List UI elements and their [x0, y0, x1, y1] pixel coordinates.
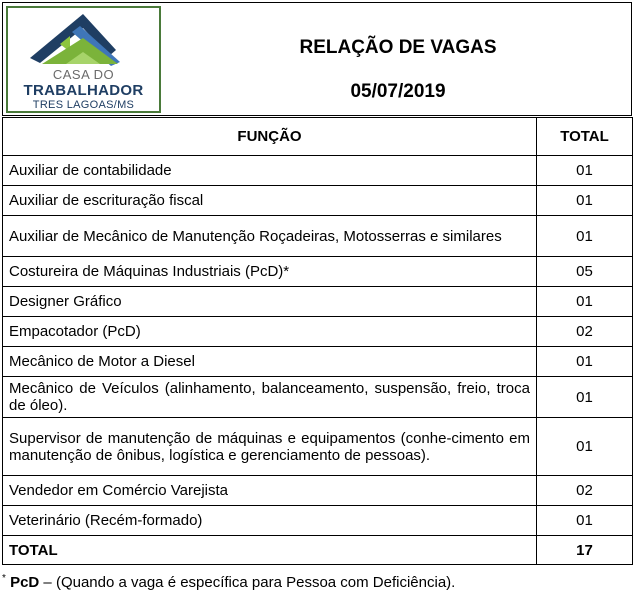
funcao-cell: Veterinário (Recém-formado) — [3, 506, 537, 536]
funcao-cell: Mecânico de Veículos (alinhamento, balanceamento, suspensão, freio, troca de óleo). — [3, 377, 537, 418]
total-cell: 02 — [537, 476, 633, 506]
total-cell: 05 — [537, 257, 633, 287]
logo-line-2: TRABALHADOR — [23, 82, 144, 99]
footnote-text: – (Quando a vaga é específica para Pessoa com Deficiência). — [39, 574, 456, 591]
footnote-term: PcD — [10, 574, 40, 591]
total-cell: 01 — [537, 156, 633, 186]
column-header-total: TOTAL — [537, 118, 633, 156]
table-row — [3, 186, 633, 216]
funcao-cell: Empacotador (PcD) — [3, 317, 537, 347]
funcao-cell: Auxiliar de escrituração fiscal — [3, 186, 537, 216]
footnote — [2, 573, 455, 591]
logo-line-3: TRES LAGOAS/MS — [32, 99, 135, 111]
funcao-cell: Mecânico de Motor a Diesel — [3, 347, 537, 377]
total-cell: 01 — [537, 506, 633, 536]
footnote-marker: * — [2, 573, 6, 584]
table-row — [3, 506, 633, 536]
funcao-cell: Vendedor em Comércio Varejista — [3, 476, 537, 506]
total-cell: 01 — [537, 287, 633, 317]
total-cell: 02 — [537, 317, 633, 347]
casa-do-trabalhador-logo — [6, 6, 161, 113]
vacancies-table — [2, 117, 633, 565]
table-row — [3, 287, 633, 317]
table-row — [3, 156, 633, 186]
funcao-cell: Costureira de Máquinas Industriais (PcD)* — [3, 257, 537, 287]
total-cell: 01 — [537, 186, 633, 216]
total-cell: 01 — [537, 216, 633, 257]
total-cell: 01 — [537, 377, 633, 418]
total-value: 17 — [537, 536, 633, 565]
table-row — [3, 476, 633, 506]
table-row — [3, 317, 633, 347]
table-row — [3, 347, 633, 377]
table-row — [3, 377, 633, 418]
funcao-cell: Auxiliar de contabilidade — [3, 156, 537, 186]
total-label: TOTAL — [3, 536, 537, 565]
funcao-cell: Auxiliar de Mecânico de Manutenção Roçadeiras, Motosserras e similares — [3, 216, 537, 257]
table-header-row — [3, 118, 633, 156]
page-date: 05/07/2019 — [350, 81, 446, 102]
total-cell: 01 — [537, 418, 633, 476]
total-row — [3, 536, 633, 565]
header — [2, 2, 632, 116]
table-row — [3, 216, 633, 257]
table-row — [3, 418, 633, 476]
total-cell: 01 — [537, 347, 633, 377]
funcao-cell: Designer Gráfico — [3, 287, 537, 317]
table-row — [3, 257, 633, 287]
column-header-funcao: FUNÇÃO — [3, 118, 537, 156]
funcao-cell: Supervisor de manutenção de máquinas e equipamentos (conhe-cimento em manutenção de ônibus, logística e gerenciamento de pessoas). — [3, 418, 537, 476]
logo-line-1: CASA DO — [52, 67, 115, 82]
page-title: RELAÇÃO DE VAGAS — [299, 37, 497, 58]
